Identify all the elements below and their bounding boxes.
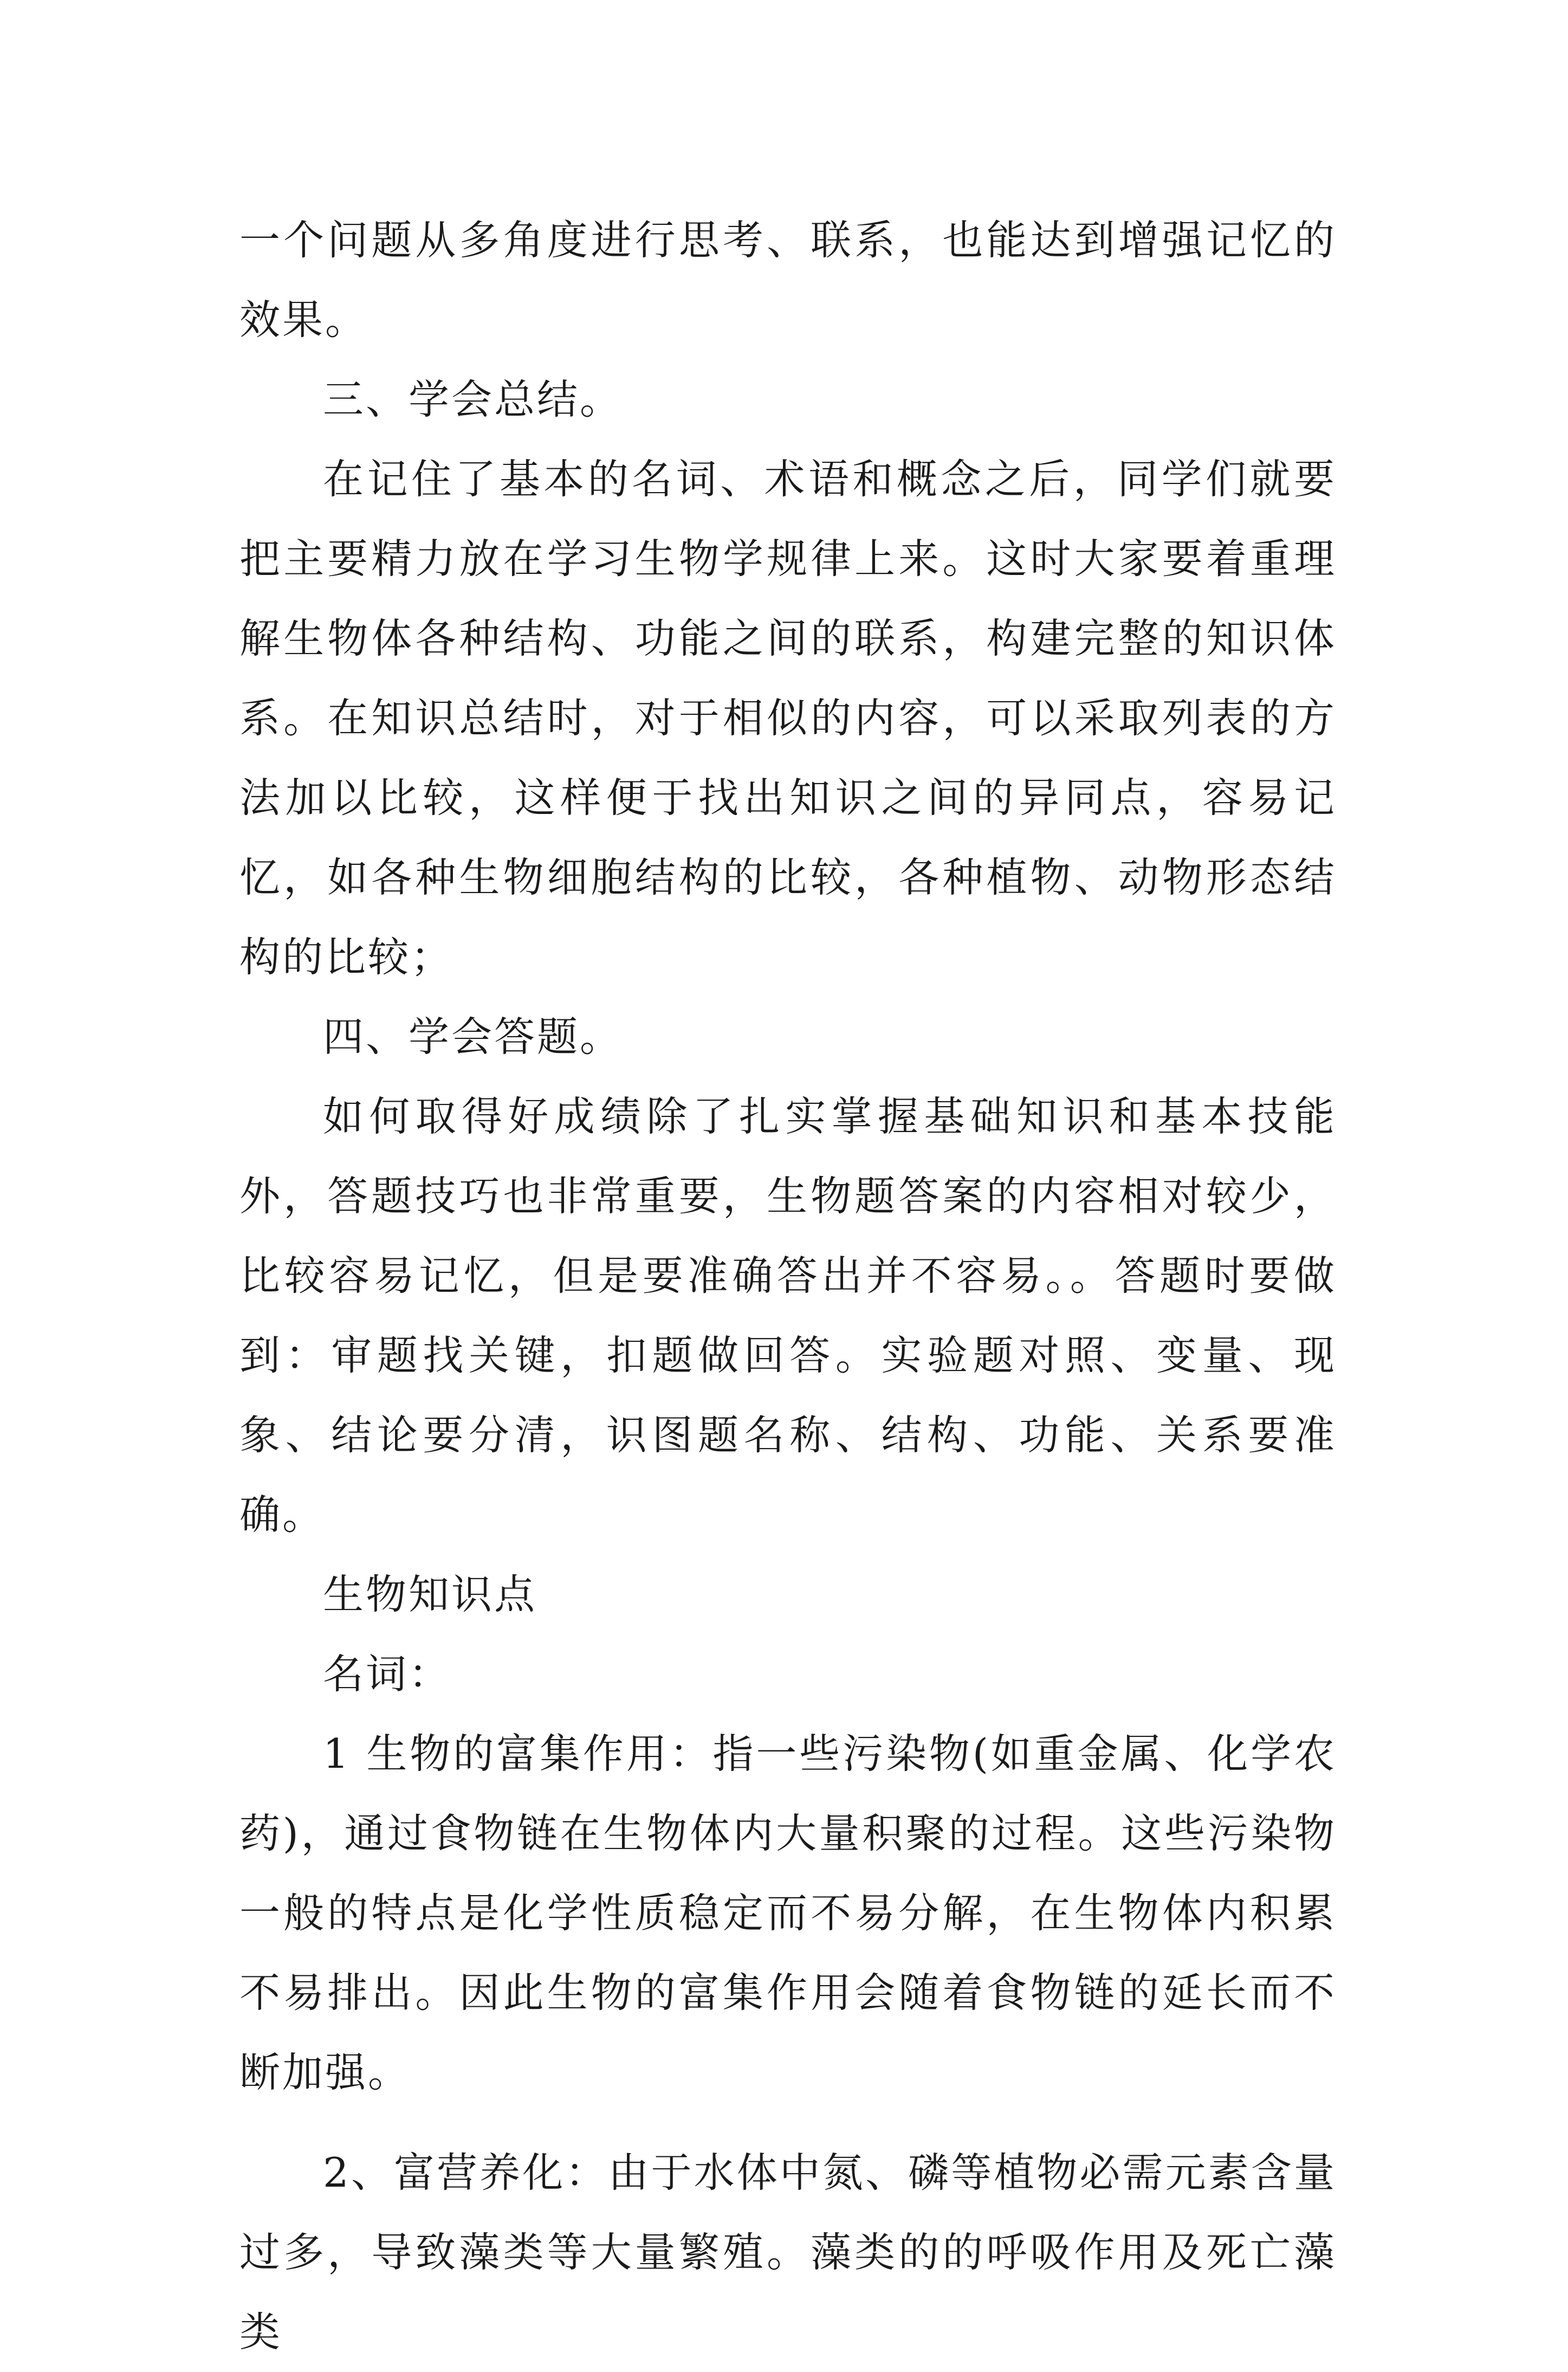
paragraph-continuation: 一个问题从多角度进行思考、联系，也能达到增强记忆的效果。 [239, 216, 1337, 344]
paragraph-summarize: 在记住了基本的名词、术语和概念之后，同学们就要把主要精力放在学习生物学规律上来。这时大家要着重理解生物体各种结构、功能之间的联系，构建完整的知识体系。在知识总结时，对于相似的内容，可以采取列表的方法加以比较，这样便于找出知识之间的异同点，容易记忆，如各种生物细胞结构的比较，各种植物、动物形态结构的比较； [239, 455, 1337, 981]
paragraph-eutrophication: 2、富营养化：由于水体中氮、磷等植物必需元素含量过多，导致藻类等大量繁殖。藻类的的呼吸作用及死亡藻类 [239, 2149, 1337, 2356]
paragraph-biomagnification: 1 生物的富集作用：指一些污染物(如重金属、化学农药)，通过食物链在生物体内大量积聚的过程。这些污染物一般的特点是化学性质稳定而不易分解，在生物体内积累不易排出。因此生物的富集作用会随着食物链的延长而不断加强。 [239, 1730, 1337, 2096]
heading-biology-knowledge: 生物知识点 [323, 1570, 537, 1618]
heading-learn-answering: 四、学会答题。 [323, 1013, 623, 1061]
document-body [239, 201, 1337, 2372]
heading-terms: 名词： [323, 1650, 452, 1698]
paragraph-answering: 如何取得好成绩除了扎实掌握基础知识和基本技能外，答题技巧也非常重要，生物题答案的内容相对较少，比较容易记忆，但是要准确答出并不容易。。答题时要做到：审题找关键，扣题做回答。实验题对照、变量、现象、结论要分清，识图题名称、结构、功能、关系要准确。 [239, 1093, 1337, 1539]
heading-learn-summarize: 三、学会总结。 [323, 376, 623, 423]
